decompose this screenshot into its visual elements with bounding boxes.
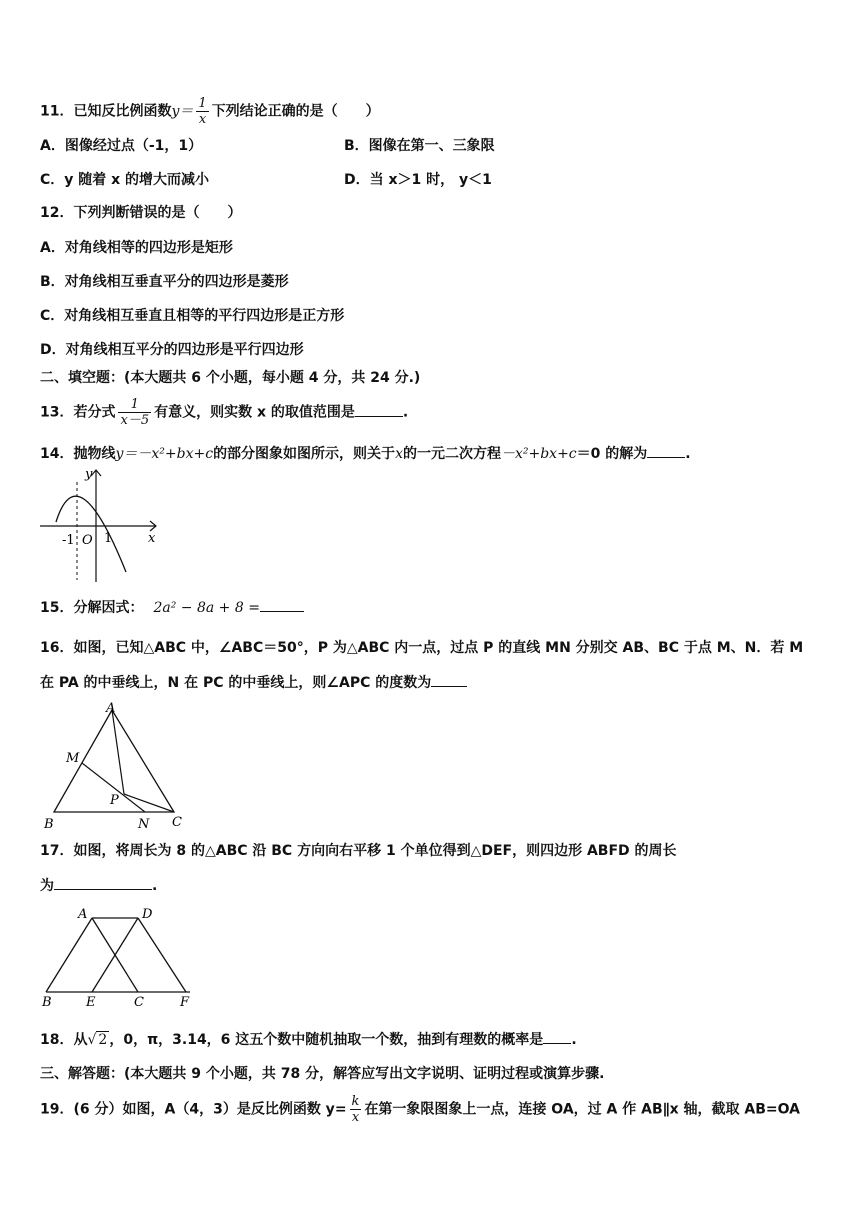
q14-mid2: 的一元二次方程 — [402, 446, 501, 462]
q16-label-c: C — [172, 815, 182, 830]
q18 — [40, 1029, 577, 1050]
q11-stem — [40, 96, 380, 127]
q18-answer-blank — [543, 1029, 571, 1044]
q14-parabola-figure — [38, 464, 168, 584]
q11-option-c: C．y 随着 x 的增大而减小 — [40, 172, 210, 188]
q18-sqrt: √ 2 — [87, 1032, 108, 1048]
q12-stem: 12．下列判断错误的是（ ） — [40, 205, 242, 221]
q17-label-a: A — [78, 907, 88, 922]
q18-post: ，0，π，3.14，6 这五个数中随机抽取一个数，抽到有理数的概率是 — [109, 1032, 544, 1048]
q11-fraction — [196, 96, 208, 127]
q18-pre: 18．从 — [40, 1032, 88, 1048]
q19 — [40, 1094, 800, 1125]
q14-x-label: x — [148, 531, 156, 546]
q16-label-a: A — [106, 701, 116, 716]
q14-answer-blank — [647, 443, 685, 458]
section-2-heading: 二、填空题：(本大题共 6 个小题，每小题 4 分，共 24 分.) — [40, 370, 421, 386]
q11-stem-post: 下列结论正确的是（ ） — [211, 103, 380, 120]
q15-pre: 15．分解因式： — [40, 600, 144, 616]
q14-y-label: y — [85, 467, 93, 482]
q14-eq2: －x²+bx+c — [500, 446, 577, 462]
q16-segment-pa — [112, 710, 124, 794]
q17-label-c: C — [134, 995, 144, 1010]
q13-fraction — [118, 397, 151, 428]
q19-frac-num: k — [351, 1094, 360, 1109]
q17-segment-df — [138, 918, 186, 992]
q12-option-a: A．对角线相等的四边形是矩形 — [40, 240, 233, 256]
q11-frac-den: x — [198, 112, 207, 127]
q17-label-d: D — [142, 907, 153, 922]
q14 — [40, 443, 691, 464]
q14-pre: 14．抛物线 — [40, 446, 116, 462]
q15 — [40, 597, 304, 618]
q17-segment-ab — [46, 918, 92, 992]
q17-line2 — [40, 875, 157, 896]
q14-end: . — [685, 446, 691, 462]
q13-frac-den: x－5 — [120, 413, 150, 428]
q16-label-p: P — [110, 793, 119, 808]
q14-var: x — [395, 446, 403, 462]
q16-label-n: N — [138, 817, 150, 832]
q16-line1: 16．如图，已知△ABC 中，∠ABC＝50°，P 为△ABC 内一点，过点 P 的直线 MN 分别交 AB、BC 于点 M、N．若 M — [40, 640, 804, 656]
q11-eq-lhs: y＝ — [171, 103, 194, 120]
q14-tick-1: 1 — [104, 531, 113, 546]
q16-line2-text: 在 PA 的中垂线上，N 在 PC 的中垂线上，则∠APC 的度数为 — [40, 675, 432, 691]
q16-answer-blank — [431, 672, 467, 687]
q14-mid3: ＝0 的解为 — [576, 446, 648, 462]
q17-label-f: F — [180, 995, 190, 1010]
q13-answer-blank — [355, 402, 403, 417]
q17-answer-blank — [54, 875, 152, 890]
q14-tick-neg1: -1 — [62, 533, 75, 548]
q16-segment-pc — [124, 794, 174, 812]
q17-label-b: B — [42, 995, 52, 1010]
q13-end: . — [402, 404, 409, 421]
q13-post: 有意义，则实数 x 的取值范围是 — [154, 404, 355, 421]
q18-sqrt-radicand: 2 — [98, 1032, 108, 1048]
q17-line2-text: 为 — [40, 878, 54, 894]
q11-stem-pre: 11．已知反比例函数 — [40, 103, 172, 120]
q13-frac-num: 1 — [118, 397, 151, 413]
q12-option-d: D．对角线相互平分的四边形是平行四边形 — [40, 342, 304, 358]
q12-option-b: B．对角线相互垂直平分的四边形是菱形 — [40, 274, 289, 290]
q16-line2 — [40, 672, 467, 693]
q19-pre: 19．(6 分）如图，A（4，3）是反比例函数 y= — [40, 1101, 347, 1118]
q18-end: . — [571, 1032, 577, 1048]
q11-option-d: D．当 x＞1 时， y＜1 — [344, 172, 492, 188]
q19-frac-den: x — [351, 1110, 360, 1125]
q16-label-m: M — [66, 751, 80, 766]
q11-option-a: A．图像经过点（-1，1） — [40, 138, 203, 154]
q11-frac-num: 1 — [198, 96, 207, 111]
q16-triangle-figure — [40, 700, 200, 832]
q12-option-c: C．对角线相互垂直且相等的平行四边形是正方形 — [40, 308, 345, 324]
q14-origin-label: O — [82, 533, 93, 548]
q17-label-e: E — [86, 995, 96, 1010]
q17-translation-figure — [38, 904, 198, 1010]
q16-label-b: B — [44, 817, 54, 832]
q17-line1: 17．如图，将周长为 8 的△ABC 沿 BC 方向向右平移 1 个单位得到△DEF，则四边形 ABFD 的周长 — [40, 843, 677, 859]
q14-eq1: y＝－x²+bx+c — [115, 446, 214, 462]
q17-end: . — [152, 878, 158, 894]
section-3-heading: 三、解答题：(本大题共 9 个小题，共 78 分，解答应写出文字说明、证明过程或演算步骤. — [40, 1066, 605, 1082]
q19-post: 在第一象限图象上一点，连接 OA，过 A 作 AB∥x 轴，截取 AB=OA — [364, 1101, 801, 1118]
q11-option-b: B．图像在第一、三象限 — [344, 138, 495, 154]
q13-pre: 13．若分式 — [40, 404, 116, 421]
q14-mid1: 的部分图象如图所示，则关于 — [213, 446, 396, 462]
q15-answer-blank — [260, 597, 304, 612]
q13 — [40, 397, 408, 428]
q19-fraction — [350, 1094, 362, 1125]
q15-expression: 2a² − 8a + 8 = — [153, 600, 260, 616]
